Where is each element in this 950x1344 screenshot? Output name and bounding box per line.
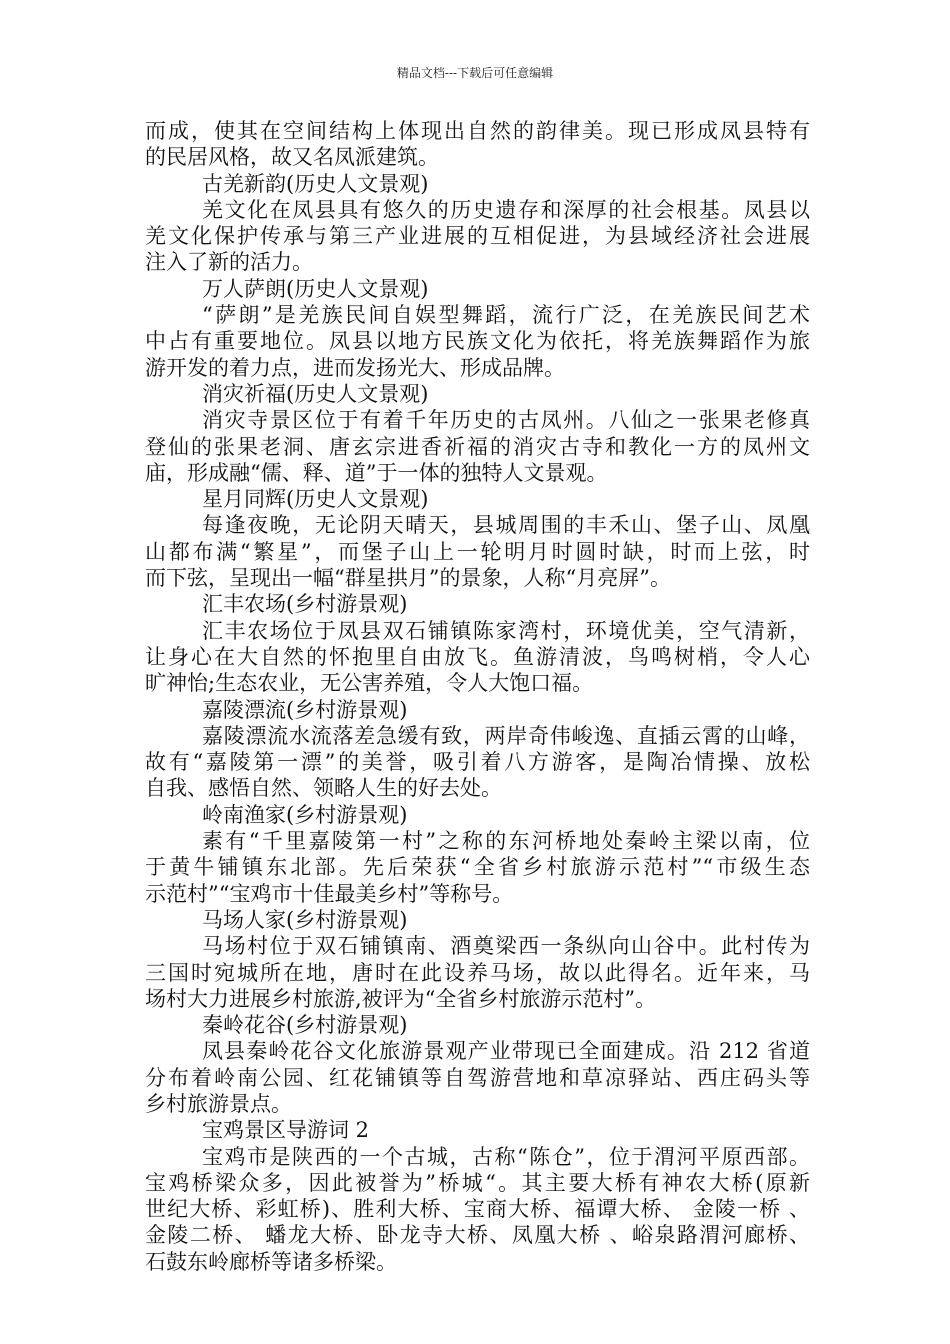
text-line: 庙，形成融“儒、释、道”于一体的独特人文景观。 [145, 460, 608, 485]
text-line: 登仙的张果老洞、唐玄宗进香祈福的消灾古寺和教化一方的凤州文 [145, 434, 810, 459]
text-line: 羌文化保护传承与第三产业进展的互相促进，为县域经济社会进展 [145, 224, 810, 249]
text-line: 场村大力进展乡村旅游,被评为“全省乡村旅游示范村”。 [145, 986, 657, 1011]
text-line: 宝鸡景区导游词 2 [202, 1118, 370, 1143]
text-line: 自我、感悟自然、领略人生的好去处。 [145, 776, 502, 801]
text-line: 而成，使其在空间结构上体现出自然的韵律美。现已形成凤县特有 [145, 119, 810, 143]
text-line: 星月同辉(历史人文景观) [202, 487, 429, 512]
text-line: 乡村旅游景点。 [145, 1091, 292, 1116]
page-header: 精品文档---下载后可任意编辑 [396, 66, 554, 80]
text-line: 古羌新韵(历史人文景观) [202, 171, 429, 196]
text-line: 万人萨朗(历史人文景观) [202, 276, 429, 301]
text-line: 的民居风格，故又名凤派建筑。 [145, 145, 439, 170]
text-line: 旷神怡;生态农业，无公害养殖，令人大饱口福。 [145, 671, 594, 696]
text-line: 凤县秦岭花谷文化旅游景观产业带现已全面建成。沿 212 省道 [202, 1039, 810, 1064]
text-line: 金陵二桥、 蟠龙大桥、卧龙寺大桥、凤凰大桥 、峪泉路渭河廊桥、 [145, 1223, 810, 1248]
text-line: 让身心在大自然的怀抱里自由放飞。鱼游清波，鸟鸣树梢，令人心 [145, 644, 810, 669]
text-line: 注入了新的活力。 [145, 250, 313, 275]
text-line: 马场人家(乡村游景观) [202, 907, 408, 932]
text-line: 汇丰农场(乡村游景观) [202, 592, 408, 617]
text-line: 山都布满“繁星”，而堡子山上一轮明月时圆时缺，时而上弦，时 [145, 539, 810, 564]
text-line: 羌文化在凤县具有悠久的历史遗存和深厚的社会根基。凤县以 [202, 197, 810, 222]
text-line: 宝鸡市是陕西的一个古城，古称“陈仓”，位于渭河平原西部。 [202, 1144, 810, 1169]
text-line: 而下弦，呈现出一幅“群星拱月”的景象，人称“月亮屏”。 [145, 566, 671, 591]
text-line: 每逢夜晚，无论阴天晴天，县城周围的丰禾山、堡子山、凤凰 [202, 513, 810, 538]
text-line: 中占有重要地位。凤县以地方民族文化为依托，将羌族舞蹈作为旅 [145, 329, 810, 354]
text-line: 故有“嘉陵第一漂”的美誉，吸引着八方游客，是陶冶情操、放松 [145, 750, 810, 775]
document-body [145, 118, 810, 1275]
text-line: 石鼓东岭廊桥等诸多桥梁。 [145, 1249, 397, 1274]
text-line: 嘉陵漂流水流落差急缓有致，两岸奇伟峻逸、直插云霄的山峰， [202, 723, 810, 748]
text-line: 于黄牛铺镇东北部。先后荣获“全省乡村旅游示范村”“市级生态 [145, 855, 810, 880]
text-line: 马场村位于双石铺镇南、酒奠梁西一条纵向山谷中。此村传为 [202, 934, 810, 959]
text-line: 游开发的着力点，进而发扬光大、形成品牌。 [145, 355, 565, 380]
text-line: 汇丰农场位于凤县双石铺镇陈家湾村，环境优美，空气清新， [202, 618, 810, 643]
text-line: 嘉陵漂流(乡村游景观) [202, 697, 408, 722]
text-line: “萨朗”是羌族民间自娱型舞蹈，流行广泛，在羌族民间艺术 [202, 303, 810, 328]
text-line: 秦岭花谷(乡村游景观) [202, 1013, 408, 1038]
text-line: 岭南渔家(乡村游景观) [202, 802, 408, 827]
text-line: 分布着岭南公园、红花铺镇等自驾游营地和草凉驿站、西庄码头等 [145, 1065, 810, 1090]
text-line: 世纪大桥、彩虹桥)、胜利大桥、宝商大桥、福谭大桥、 金陵一桥 、 [145, 1197, 810, 1222]
text-line: 消灾寺景区位于有着千年历史的古凤州。八仙之一张果老修真 [202, 408, 810, 433]
text-line: 消灾祈福(历史人文景观) [202, 381, 429, 406]
text-line: 素有“千里嘉陵第一村”之称的东河桥地处秦岭主梁以南，位 [202, 829, 810, 854]
text-line: 宝鸡桥梁众多，因此被誉为”桥城“。其主要大桥有神农大桥(原新 [145, 1170, 810, 1195]
text-line: 示范村”“宝鸡市十佳最美乡村”等称号。 [145, 881, 514, 906]
text-line: 三国时宛城所在地，唐时在此设养马场，故以此得名。近年来，马 [145, 960, 810, 985]
